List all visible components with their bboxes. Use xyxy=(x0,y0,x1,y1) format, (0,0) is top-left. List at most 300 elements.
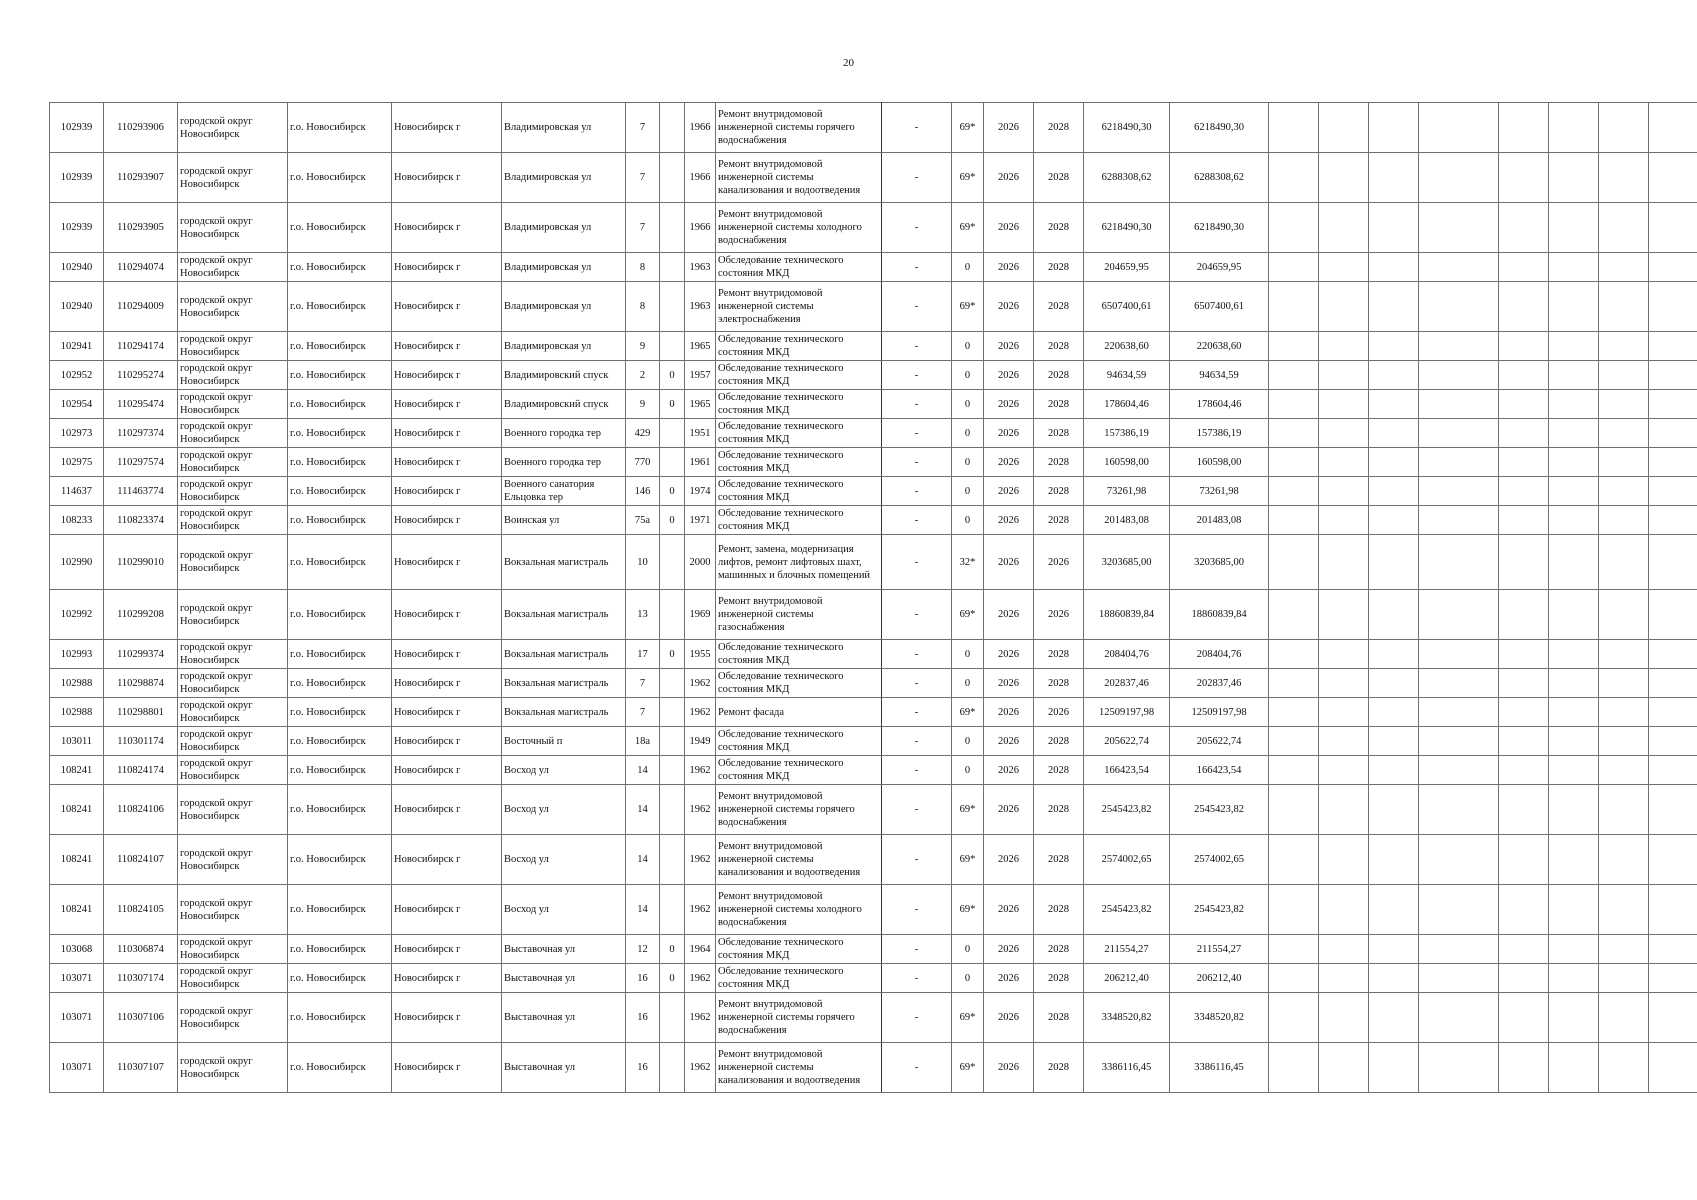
building-number-cell xyxy=(660,698,685,727)
wear-percent-cell: 69* xyxy=(952,103,984,153)
city-cell: Новосибирск г xyxy=(392,835,502,885)
empty-cell xyxy=(1319,203,1369,253)
empty-cell xyxy=(1419,506,1499,535)
empty-cell xyxy=(1649,419,1697,448)
empty-cell xyxy=(1599,153,1649,203)
street-cell: Вокзальная магистраль xyxy=(502,535,626,590)
municipality-cell: городской округ Новосибирск xyxy=(178,590,288,640)
wear-percent-cell: 0 xyxy=(952,419,984,448)
end-year-cell: 2028 xyxy=(1034,361,1084,390)
municipality-cell: городской округ Новосибирск xyxy=(178,698,288,727)
table-row xyxy=(50,103,1697,153)
empty-cell xyxy=(1269,419,1319,448)
street-cell: Выставочная ул xyxy=(502,1043,626,1093)
total-cost-cell: 2545423,82 xyxy=(1170,885,1269,935)
building-number-cell xyxy=(660,727,685,756)
street-cell: Военного городка тер xyxy=(502,419,626,448)
empty-cell xyxy=(1499,669,1549,698)
start-year-cell: 2026 xyxy=(984,332,1034,361)
total-cost-cell: 204659,95 xyxy=(1170,253,1269,282)
wear-percent-cell: 69* xyxy=(952,153,984,203)
cost-cell: 201483,08 xyxy=(1084,506,1170,535)
building-number-cell: 0 xyxy=(660,361,685,390)
empty-cell xyxy=(1549,640,1599,669)
house-number-cell: 9 xyxy=(626,390,660,419)
building-number-cell xyxy=(660,153,685,203)
empty-cell xyxy=(1419,253,1499,282)
table-row xyxy=(50,698,1697,727)
city-cell: Новосибирск г xyxy=(392,477,502,506)
build-year-cell: 1966 xyxy=(685,103,716,153)
cost-cell: 205622,74 xyxy=(1084,727,1170,756)
build-year-cell: 1962 xyxy=(685,993,716,1043)
empty-cell xyxy=(1419,390,1499,419)
start-year-cell: 2026 xyxy=(984,727,1034,756)
building-number-cell xyxy=(660,253,685,282)
district-cell: г.о. Новосибирск xyxy=(288,253,392,282)
empty-cell xyxy=(1499,361,1549,390)
house-number-cell: 14 xyxy=(626,885,660,935)
cost-cell: 18860839,84 xyxy=(1084,590,1170,640)
district-cell: г.о. Новосибирск xyxy=(288,477,392,506)
cost-cell: 157386,19 xyxy=(1084,419,1170,448)
table-row xyxy=(50,1043,1697,1093)
table-row xyxy=(50,506,1697,535)
table-row xyxy=(50,590,1697,640)
building-number-cell xyxy=(660,885,685,935)
city-cell: Новосибирск г xyxy=(392,103,502,153)
work-code-cell: 110301174 xyxy=(104,727,178,756)
empty-cell xyxy=(1499,727,1549,756)
house-number-cell: 16 xyxy=(626,993,660,1043)
empty-cell xyxy=(1419,964,1499,993)
building-number-cell xyxy=(660,669,685,698)
empty-cell xyxy=(1319,506,1369,535)
wear-percent-cell: 69* xyxy=(952,885,984,935)
house-number-cell: 7 xyxy=(626,669,660,698)
city-cell: Новосибирск г xyxy=(392,506,502,535)
district-cell: г.о. Новосибирск xyxy=(288,103,392,153)
build-year-cell: 1951 xyxy=(685,419,716,448)
table-row xyxy=(50,419,1697,448)
empty-cell xyxy=(1419,153,1499,203)
end-year-cell: 2028 xyxy=(1034,203,1084,253)
empty-cell xyxy=(1549,590,1599,640)
dash-cell-cell: - xyxy=(882,419,952,448)
wear-percent-cell: 0 xyxy=(952,640,984,669)
empty-cell xyxy=(1649,506,1697,535)
empty-cell xyxy=(1649,756,1697,785)
district-cell: г.о. Новосибирск xyxy=(288,835,392,885)
total-cost-cell: 211554,27 xyxy=(1170,935,1269,964)
empty-cell xyxy=(1269,477,1319,506)
city-cell: Новосибирск г xyxy=(392,361,502,390)
empty-cell xyxy=(1369,727,1419,756)
end-year-cell: 2028 xyxy=(1034,1043,1084,1093)
dash-cell-cell: - xyxy=(882,535,952,590)
end-year-cell: 2028 xyxy=(1034,477,1084,506)
row-id-cell: 108241 xyxy=(50,885,104,935)
house-number-cell: 9 xyxy=(626,332,660,361)
dash-cell-cell: - xyxy=(882,669,952,698)
empty-cell xyxy=(1549,935,1599,964)
district-cell: г.о. Новосибирск xyxy=(288,361,392,390)
cost-cell: 202837,46 xyxy=(1084,669,1170,698)
city-cell: Новосибирск г xyxy=(392,669,502,698)
wear-percent-cell: 0 xyxy=(952,506,984,535)
street-cell: Выставочная ул xyxy=(502,964,626,993)
empty-cell xyxy=(1599,835,1649,885)
empty-cell xyxy=(1599,477,1649,506)
dash-cell-cell: - xyxy=(882,332,952,361)
empty-cell xyxy=(1269,698,1319,727)
district-cell: г.о. Новосибирск xyxy=(288,698,392,727)
row-id-cell: 103011 xyxy=(50,727,104,756)
empty-cell xyxy=(1369,964,1419,993)
empty-cell xyxy=(1549,756,1599,785)
district-cell: г.о. Новосибирск xyxy=(288,535,392,590)
row-id-cell: 102975 xyxy=(50,448,104,477)
street-cell: Восход ул xyxy=(502,885,626,935)
work-type-cell: Ремонт внутридомовой инженерной системы холодного водоснабжения xyxy=(716,203,882,253)
empty-cell xyxy=(1599,727,1649,756)
dash-cell-cell: - xyxy=(882,361,952,390)
work-code-cell: 111463774 xyxy=(104,477,178,506)
empty-cell xyxy=(1649,477,1697,506)
house-number-cell: 7 xyxy=(626,698,660,727)
build-year-cell: 1964 xyxy=(685,935,716,964)
empty-cell xyxy=(1269,935,1319,964)
empty-cell xyxy=(1319,669,1369,698)
build-year-cell: 1963 xyxy=(685,253,716,282)
dash-cell-cell: - xyxy=(882,785,952,835)
city-cell: Новосибирск г xyxy=(392,332,502,361)
empty-cell xyxy=(1369,477,1419,506)
empty-cell xyxy=(1319,835,1369,885)
total-cost-cell: 6218490,30 xyxy=(1170,203,1269,253)
municipality-cell: городской округ Новосибирск xyxy=(178,1043,288,1093)
empty-cell xyxy=(1419,993,1499,1043)
empty-cell xyxy=(1369,756,1419,785)
district-cell: г.о. Новосибирск xyxy=(288,332,392,361)
empty-cell xyxy=(1549,698,1599,727)
empty-cell xyxy=(1319,727,1369,756)
district-cell: г.о. Новосибирск xyxy=(288,1043,392,1093)
building-number-cell: 0 xyxy=(660,935,685,964)
cost-cell: 204659,95 xyxy=(1084,253,1170,282)
empty-cell xyxy=(1649,103,1697,153)
empty-cell xyxy=(1549,448,1599,477)
table-row xyxy=(50,785,1697,835)
empty-cell xyxy=(1649,935,1697,964)
build-year-cell: 1962 xyxy=(685,756,716,785)
empty-cell xyxy=(1649,835,1697,885)
empty-cell xyxy=(1269,964,1319,993)
empty-cell xyxy=(1599,785,1649,835)
start-year-cell: 2026 xyxy=(984,203,1034,253)
cost-cell: 2545423,82 xyxy=(1084,885,1170,935)
table-row xyxy=(50,535,1697,590)
dash-cell-cell: - xyxy=(882,253,952,282)
empty-cell xyxy=(1549,964,1599,993)
house-number-cell: 18а xyxy=(626,727,660,756)
row-id-cell: 102993 xyxy=(50,640,104,669)
building-number-cell xyxy=(660,103,685,153)
empty-cell xyxy=(1319,419,1369,448)
empty-cell xyxy=(1499,756,1549,785)
work-code-cell: 110295474 xyxy=(104,390,178,419)
work-code-cell: 110293907 xyxy=(104,153,178,203)
building-number-cell xyxy=(660,590,685,640)
empty-cell xyxy=(1419,282,1499,332)
build-year-cell: 1974 xyxy=(685,477,716,506)
start-year-cell: 2026 xyxy=(984,935,1034,964)
dash-cell-cell: - xyxy=(882,103,952,153)
end-year-cell: 2028 xyxy=(1034,390,1084,419)
district-cell: г.о. Новосибирск xyxy=(288,390,392,419)
table-row xyxy=(50,835,1697,885)
start-year-cell: 2026 xyxy=(984,785,1034,835)
empty-cell xyxy=(1499,477,1549,506)
building-number-cell xyxy=(660,1043,685,1093)
empty-cell xyxy=(1369,103,1419,153)
empty-cell xyxy=(1419,103,1499,153)
dash-cell-cell: - xyxy=(882,448,952,477)
dash-cell-cell: - xyxy=(882,477,952,506)
empty-cell xyxy=(1499,935,1549,964)
build-year-cell: 1969 xyxy=(685,590,716,640)
dash-cell-cell: - xyxy=(882,153,952,203)
total-cost-cell: 94634,59 xyxy=(1170,361,1269,390)
work-code-cell: 110294009 xyxy=(104,282,178,332)
total-cost-cell: 73261,98 xyxy=(1170,477,1269,506)
empty-cell xyxy=(1649,535,1697,590)
empty-cell xyxy=(1269,203,1319,253)
empty-cell xyxy=(1319,282,1369,332)
empty-cell xyxy=(1549,361,1599,390)
total-cost-cell: 2574002,65 xyxy=(1170,835,1269,885)
table-row xyxy=(50,361,1697,390)
empty-cell xyxy=(1269,993,1319,1043)
district-cell: г.о. Новосибирск xyxy=(288,727,392,756)
house-number-cell: 7 xyxy=(626,103,660,153)
building-number-cell: 0 xyxy=(660,506,685,535)
empty-cell xyxy=(1269,727,1319,756)
empty-cell xyxy=(1599,756,1649,785)
district-cell: г.о. Новосибирск xyxy=(288,640,392,669)
empty-cell xyxy=(1419,361,1499,390)
empty-cell xyxy=(1499,535,1549,590)
building-number-cell xyxy=(660,535,685,590)
end-year-cell: 2028 xyxy=(1034,756,1084,785)
empty-cell xyxy=(1369,506,1419,535)
street-cell: Вокзальная магистраль xyxy=(502,590,626,640)
city-cell: Новосибирск г xyxy=(392,935,502,964)
table-row xyxy=(50,756,1697,785)
start-year-cell: 2026 xyxy=(984,964,1034,993)
build-year-cell: 1962 xyxy=(685,669,716,698)
empty-cell xyxy=(1319,640,1369,669)
build-year-cell: 1949 xyxy=(685,727,716,756)
cost-cell: 12509197,98 xyxy=(1084,698,1170,727)
municipality-cell: городской округ Новосибирск xyxy=(178,835,288,885)
house-number-cell: 16 xyxy=(626,964,660,993)
empty-cell xyxy=(1369,698,1419,727)
city-cell: Новосибирск г xyxy=(392,785,502,835)
start-year-cell: 2026 xyxy=(984,253,1034,282)
wear-percent-cell: 0 xyxy=(952,361,984,390)
end-year-cell: 2028 xyxy=(1034,103,1084,153)
work-type-cell: Обследование технического состояния МКД xyxy=(716,640,882,669)
cost-cell: 211554,27 xyxy=(1084,935,1170,964)
empty-cell xyxy=(1269,1043,1319,1093)
empty-cell xyxy=(1599,535,1649,590)
empty-cell xyxy=(1319,153,1369,203)
empty-cell xyxy=(1549,669,1599,698)
build-year-cell: 1965 xyxy=(685,390,716,419)
municipality-cell: городской округ Новосибирск xyxy=(178,282,288,332)
empty-cell xyxy=(1549,477,1599,506)
work-code-cell: 110294174 xyxy=(104,332,178,361)
build-year-cell: 1962 xyxy=(685,698,716,727)
table-row xyxy=(50,727,1697,756)
street-cell: Восход ул xyxy=(502,785,626,835)
building-number-cell xyxy=(660,419,685,448)
table-row xyxy=(50,448,1697,477)
empty-cell xyxy=(1549,535,1599,590)
city-cell: Новосибирск г xyxy=(392,448,502,477)
municipality-cell: городской округ Новосибирск xyxy=(178,390,288,419)
end-year-cell: 2028 xyxy=(1034,935,1084,964)
row-id-cell: 108241 xyxy=(50,785,104,835)
empty-cell xyxy=(1499,103,1549,153)
district-cell: г.о. Новосибирск xyxy=(288,506,392,535)
build-year-cell: 1957 xyxy=(685,361,716,390)
house-number-cell: 429 xyxy=(626,419,660,448)
district-cell: г.о. Новосибирск xyxy=(288,885,392,935)
cost-cell: 6288308,62 xyxy=(1084,153,1170,203)
dash-cell-cell: - xyxy=(882,390,952,419)
row-id-cell: 103071 xyxy=(50,1043,104,1093)
row-id-cell: 103068 xyxy=(50,935,104,964)
work-type-cell: Обследование технического состояния МКД xyxy=(716,669,882,698)
table-row xyxy=(50,282,1697,332)
end-year-cell: 2028 xyxy=(1034,785,1084,835)
empty-cell xyxy=(1269,785,1319,835)
empty-cell xyxy=(1369,390,1419,419)
empty-cell xyxy=(1599,935,1649,964)
municipality-cell: городской округ Новосибирск xyxy=(178,535,288,590)
house-number-cell: 17 xyxy=(626,640,660,669)
empty-cell xyxy=(1599,282,1649,332)
work-code-cell: 110307106 xyxy=(104,993,178,1043)
empty-cell xyxy=(1319,885,1369,935)
empty-cell xyxy=(1549,506,1599,535)
district-cell: г.о. Новосибирск xyxy=(288,282,392,332)
street-cell: Выставочная ул xyxy=(502,935,626,964)
empty-cell xyxy=(1419,756,1499,785)
house-number-cell: 13 xyxy=(626,590,660,640)
empty-cell xyxy=(1649,203,1697,253)
empty-cell xyxy=(1549,419,1599,448)
municipality-cell: городской округ Новосибирск xyxy=(178,785,288,835)
district-cell: г.о. Новосибирск xyxy=(288,756,392,785)
table-row xyxy=(50,885,1697,935)
municipality-cell: городской округ Новосибирск xyxy=(178,756,288,785)
empty-cell xyxy=(1319,448,1369,477)
work-code-cell: 110306874 xyxy=(104,935,178,964)
empty-cell xyxy=(1269,448,1319,477)
empty-cell xyxy=(1549,332,1599,361)
municipality-cell: городской округ Новосибирск xyxy=(178,419,288,448)
empty-cell xyxy=(1549,282,1599,332)
wear-percent-cell: 0 xyxy=(952,477,984,506)
wear-percent-cell: 69* xyxy=(952,203,984,253)
table-body xyxy=(50,103,1697,1093)
total-cost-cell: 208404,76 xyxy=(1170,640,1269,669)
empty-cell xyxy=(1599,448,1649,477)
empty-cell xyxy=(1369,669,1419,698)
work-type-cell: Обследование технического состояния МКД xyxy=(716,964,882,993)
wear-percent-cell: 69* xyxy=(952,785,984,835)
municipality-cell: городской округ Новосибирск xyxy=(178,727,288,756)
city-cell: Новосибирск г xyxy=(392,590,502,640)
work-type-cell: Ремонт фасада xyxy=(716,698,882,727)
empty-cell xyxy=(1319,253,1369,282)
empty-cell xyxy=(1269,640,1319,669)
wear-percent-cell: 69* xyxy=(952,698,984,727)
district-cell: г.о. Новосибирск xyxy=(288,785,392,835)
city-cell: Новосибирск г xyxy=(392,698,502,727)
cost-cell: 3203685,00 xyxy=(1084,535,1170,590)
empty-cell xyxy=(1269,282,1319,332)
empty-cell xyxy=(1649,153,1697,203)
building-number-cell xyxy=(660,835,685,885)
empty-cell xyxy=(1649,885,1697,935)
page-number: 20 xyxy=(843,57,854,69)
work-code-cell: 110307174 xyxy=(104,964,178,993)
empty-cell xyxy=(1319,993,1369,1043)
empty-cell xyxy=(1419,835,1499,885)
cost-cell: 166423,54 xyxy=(1084,756,1170,785)
wear-percent-cell: 69* xyxy=(952,590,984,640)
street-cell: Владимировская ул xyxy=(502,253,626,282)
work-code-cell: 110824107 xyxy=(104,835,178,885)
municipality-cell: городской округ Новосибирск xyxy=(178,640,288,669)
row-id-cell: 102954 xyxy=(50,390,104,419)
end-year-cell: 2028 xyxy=(1034,885,1084,935)
start-year-cell: 2026 xyxy=(984,506,1034,535)
wear-percent-cell: 0 xyxy=(952,964,984,993)
wear-percent-cell: 69* xyxy=(952,835,984,885)
building-number-cell: 0 xyxy=(660,477,685,506)
empty-cell xyxy=(1499,964,1549,993)
table-row xyxy=(50,640,1697,669)
capital-repair-table xyxy=(49,102,1697,1093)
empty-cell xyxy=(1419,203,1499,253)
empty-cell xyxy=(1499,390,1549,419)
row-id-cell: 114637 xyxy=(50,477,104,506)
dash-cell-cell: - xyxy=(882,835,952,885)
empty-cell xyxy=(1269,103,1319,153)
empty-cell xyxy=(1319,477,1369,506)
table-row xyxy=(50,993,1697,1043)
wear-percent-cell: 69* xyxy=(952,282,984,332)
district-cell: г.о. Новосибирск xyxy=(288,153,392,203)
empty-cell xyxy=(1419,419,1499,448)
total-cost-cell: 166423,54 xyxy=(1170,756,1269,785)
table-row xyxy=(50,669,1697,698)
